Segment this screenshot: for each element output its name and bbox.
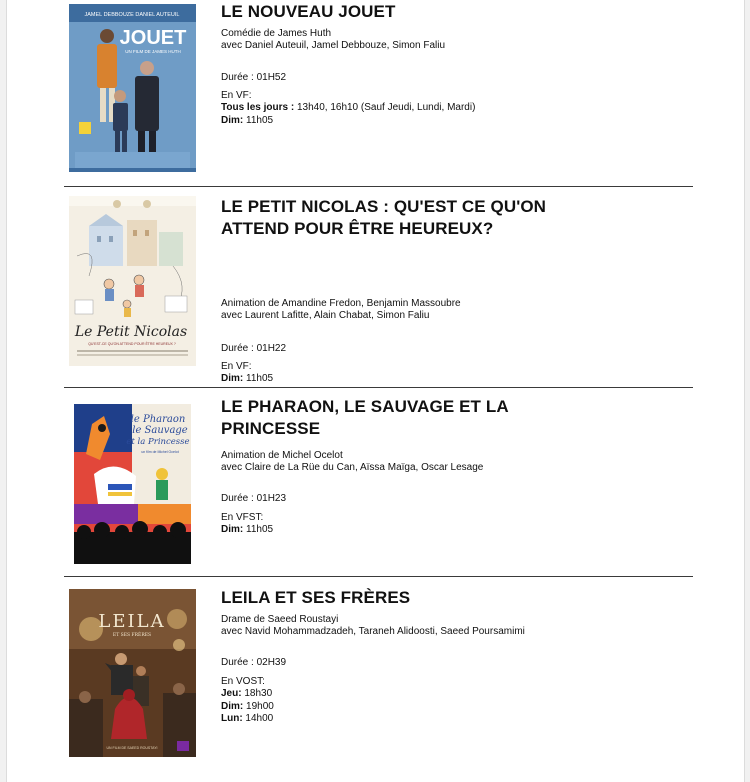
poster-title-text: JOUET xyxy=(119,27,187,49)
schedule-day: Dim: xyxy=(221,524,244,535)
film-schedule xyxy=(221,524,661,537)
film-title: LE PETIT NICOLAS : QU'EST CE QU'ON ATTEND POUR ÊTRE HEUREUX? xyxy=(221,197,547,238)
section-divider xyxy=(64,576,693,577)
movie-poster-le-petit-nicolas xyxy=(69,196,196,366)
schedule-times: 11h05 xyxy=(243,114,274,126)
page-right-edge xyxy=(744,0,750,782)
film-cast: avec Daniel Auteuil, Jamel Debbouze, Simon Faliu xyxy=(221,40,446,51)
schedule-line xyxy=(221,701,661,714)
film-duration: Durée : 01H52 xyxy=(221,72,287,83)
film-version: En VF: xyxy=(221,361,252,372)
poster-director-text: UN FILM DE SAEED ROUSTAYI xyxy=(106,746,158,750)
movie-poster-leila-et-ses-freres xyxy=(69,589,196,757)
film-genre: Animation de Michel Ocelot xyxy=(221,450,343,461)
poster-director-text: un film de Michel Ocelot xyxy=(141,450,179,454)
film-schedule xyxy=(221,102,661,127)
film-schedule xyxy=(221,688,661,726)
schedule-times: 18h30 xyxy=(241,688,273,699)
section-divider xyxy=(64,387,693,388)
schedule-line xyxy=(221,688,661,701)
schedule-day: Lun: xyxy=(221,713,243,724)
schedule-line xyxy=(221,373,661,386)
schedule-day: Dim: xyxy=(221,700,244,712)
schedule-line xyxy=(221,524,661,537)
schedule-times: 13h40, 16h10 (Sauf Jeudi, Lundi, Mardi) xyxy=(294,102,476,113)
schedule-times: 11h05 xyxy=(243,524,274,535)
schedule-day: Jeu: xyxy=(221,688,242,699)
schedule-times: 11h05 xyxy=(243,373,274,384)
film-genre: Animation de Amandine Fredon, Benjamin Massoubre xyxy=(221,298,461,309)
film-duration: Durée : 01H23 xyxy=(221,493,287,504)
film-title: LE NOUVEAU JOUET xyxy=(221,2,396,21)
poster-subtitle-text: ET SES FRÈRES xyxy=(112,633,152,638)
film-title: LEILA ET SES FRÈRES xyxy=(221,588,411,607)
film-cast: avec Navid Mohammadzadeh, Taraneh Alidoosti, Saeed Poursamimi xyxy=(221,626,525,637)
poster-subtitle-text: QU'EST-CE QU'ON ATTEND POUR ÊTRE HEUREUX ? xyxy=(88,342,176,346)
schedule-times: 14h00 xyxy=(242,713,274,724)
schedule-day: Tous les jours : xyxy=(221,102,295,113)
film-schedule xyxy=(221,373,661,386)
film-title: LE PHARAON, LE SAUVAGE ET LA PRINCESSE xyxy=(221,397,509,438)
film-cast: avec Laurent Lafitte, Alain Chabat, Simon Faliu xyxy=(221,310,430,321)
film-version: En VFST: xyxy=(221,512,264,523)
film-duration: Durée : 02H39 xyxy=(221,657,287,668)
movie-poster-le-nouveau-jouet xyxy=(69,4,196,172)
film-duration: Durée : 01H22 xyxy=(221,343,287,354)
film-cast: avec Claire de La Rüe du Can, Aïssa Maïga, Oscar Lesage xyxy=(221,462,484,473)
section-divider xyxy=(64,186,693,187)
movie-poster-le-pharaon xyxy=(74,404,191,564)
poster-title-line-2: le Sauvage xyxy=(132,425,188,436)
film-genre: Comédie de James Huth xyxy=(221,28,332,39)
schedule-day: Dim: xyxy=(221,114,244,126)
poster-title-text: Le Petit Nicolas xyxy=(74,324,188,340)
schedule-times: 19h00 xyxy=(243,700,274,712)
film-version: En VOST: xyxy=(221,676,265,687)
schedule-line xyxy=(221,115,661,128)
poster-title-line-3: et la Princesse xyxy=(126,437,190,447)
schedule-line xyxy=(221,102,661,115)
schedule-day: Dim: xyxy=(221,373,244,384)
page-left-edge xyxy=(0,0,7,782)
schedule-line xyxy=(221,713,661,726)
poster-credits-text: JAMEL DEBBOUZE DANIEL AUTEUIL xyxy=(84,12,180,18)
film-genre: Drame de Saeed Roustayi xyxy=(221,614,339,625)
poster-director-text: UN FILM DE JAMES HUTH xyxy=(125,49,181,54)
poster-title-line-1: le Pharaon xyxy=(130,414,186,425)
poster-title-text: LEILA xyxy=(98,611,166,632)
film-version: En VF: xyxy=(221,90,252,101)
